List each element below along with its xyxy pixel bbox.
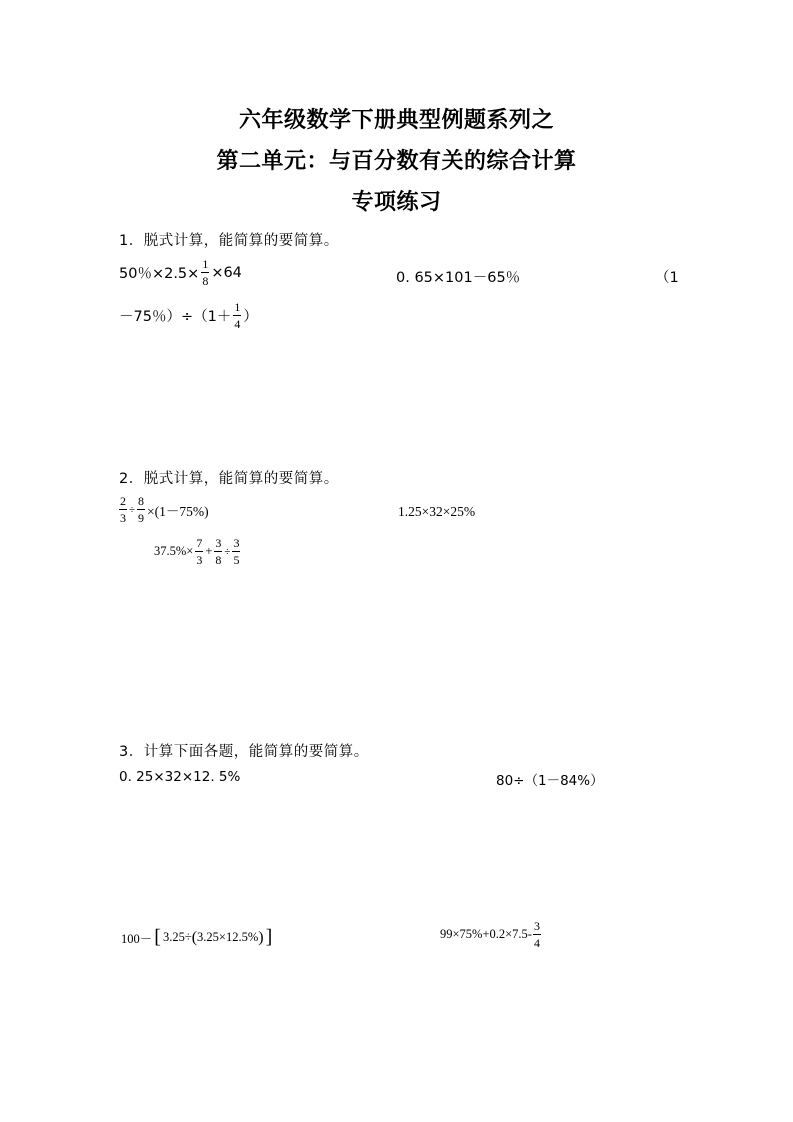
- q3-problem-1: 0. 25×32×12. 5%: [119, 769, 241, 785]
- operator: ÷: [129, 503, 136, 516]
- fraction-denominator: 4: [533, 936, 540, 950]
- q1-p1-pre: 50％×2.5×: [119, 266, 200, 282]
- fraction-denominator: 8: [202, 274, 209, 288]
- fraction-bar: [201, 272, 209, 273]
- fraction-numerator: 3: [533, 919, 540, 933]
- question-3-heading: 3．计算下面各题，能简算的要简算。: [119, 744, 369, 760]
- fraction: [214, 537, 222, 566]
- fraction-denominator: 9: [138, 511, 145, 525]
- fraction: [137, 495, 145, 524]
- fraction-bar: [137, 509, 145, 510]
- question-2-heading: 2．脱式计算，能简算的要简算。: [119, 471, 339, 487]
- q3-problem-4: [440, 920, 543, 949]
- fraction-bar: [233, 315, 241, 316]
- fraction: [232, 537, 240, 566]
- fraction-denominator: 5: [233, 553, 240, 567]
- q3-problem-2: 80÷（1－84%）: [496, 773, 604, 789]
- left-paren: (: [191, 928, 198, 946]
- title-line-1: 六年级数学下册典型例题系列之: [238, 108, 554, 133]
- fraction-numerator: 7: [196, 536, 203, 550]
- fraction: [119, 495, 127, 524]
- fraction-bar: [214, 551, 222, 552]
- fraction-bar: [232, 551, 240, 552]
- title-line-3: 专项练习: [351, 190, 442, 215]
- q3-p3-inner1: 3.25÷: [162, 930, 192, 944]
- right-bracket: ]: [265, 926, 273, 948]
- fraction-bar: [195, 551, 203, 552]
- fraction-denominator: 8: [215, 553, 222, 567]
- title-line-2: 第二单元：与百分数有关的综合计算: [216, 149, 577, 174]
- q2-p3-pre: 37.5%×: [154, 544, 194, 558]
- q3-p3-pre: 100－: [121, 931, 153, 946]
- operator: +: [205, 544, 213, 558]
- fraction-bar: [533, 934, 541, 935]
- fraction-denominator: 4: [234, 317, 241, 331]
- q3-p3-inner2: 3.25×12.5%: [197, 930, 259, 944]
- q2-problem-1: [119, 495, 209, 524]
- question-1-heading: 1．脱式计算，能简算的要简算。: [119, 233, 339, 249]
- operator: ÷: [224, 545, 231, 558]
- fraction-bar: [119, 509, 127, 510]
- fraction: [533, 920, 541, 949]
- fraction-numerator: 8: [138, 494, 145, 508]
- q1-problem-3-line2: [119, 301, 258, 330]
- q3-p4-pre: 99×75%+0.2×7.5-: [440, 927, 532, 941]
- q1-p1-post: ×64: [211, 264, 242, 281]
- q1-problem-2: 0. 65×101－65％: [396, 270, 521, 286]
- left-bracket: [: [154, 926, 161, 948]
- right-paren: ): [258, 928, 264, 946]
- q1-p3-post: ）: [243, 309, 258, 325]
- fraction-numerator: 1: [202, 257, 209, 271]
- q2-p1-post: ×(1－75%): [147, 503, 209, 519]
- q1-p3-pre: －75％）÷（1＋: [119, 309, 232, 325]
- q1-problem-1: [119, 258, 242, 287]
- fraction-denominator: 3: [120, 511, 126, 525]
- q2-problem-3: [154, 537, 242, 566]
- q2-problem-2: 1.25×32×25%: [398, 504, 476, 519]
- fraction-numerator: 3: [233, 536, 240, 550]
- fraction: [233, 301, 241, 330]
- fraction-denominator: 3: [196, 553, 203, 567]
- q3-problem-3: [121, 926, 272, 949]
- fraction-numerator: 1: [234, 300, 241, 314]
- fraction-numerator: 2: [120, 494, 126, 508]
- q1-problem-3-line1: （1: [655, 270, 679, 286]
- fraction-numerator: 3: [215, 536, 222, 550]
- fraction: [195, 537, 203, 566]
- fraction: [201, 258, 209, 287]
